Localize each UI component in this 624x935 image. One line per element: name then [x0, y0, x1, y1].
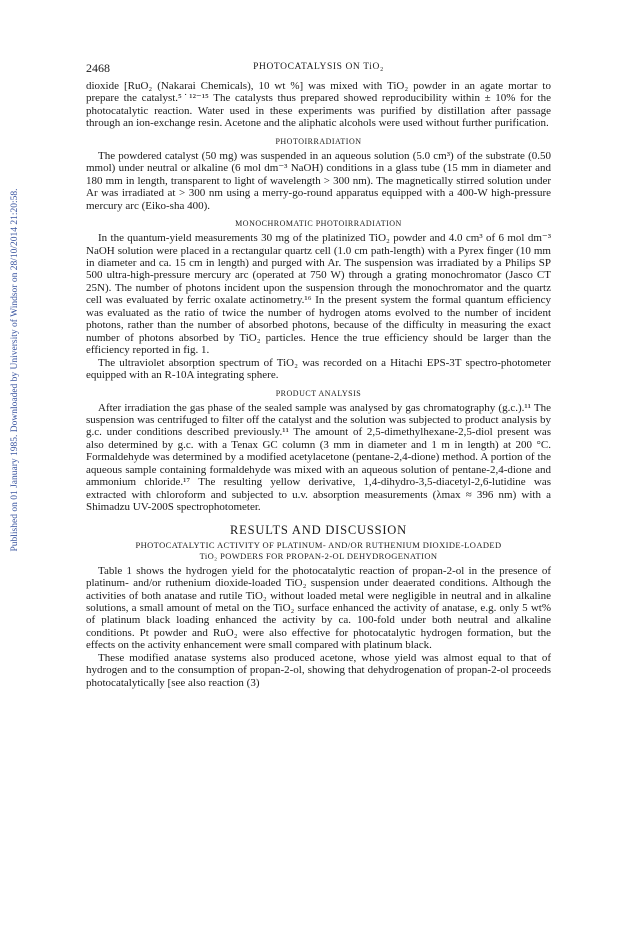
subsection-heading-line1: PHOTOCATALYTIC ACTIVITY OF PLATINUM- AND/OR RUTHENIUM DIOXIDE-LOADED [135, 539, 502, 550]
section-heading-results: RESULTS AND DISCUSSION [230, 522, 407, 537]
download-watermark-text: Published on 01 January 1985. Downloaded by University of Windsor on 28/10/2014 21:20:58. [10, 188, 20, 552]
paragraph-anatase-systems: These modified anatase systems also produced acetone, whose yield was almost equal to that of hydrogen and to the consumption of propan-2-ol, showing that dehydrogenation of propan-2-ol proceeds photocatalytically [see also reaction (3) [86, 651, 551, 689]
paragraph-quantum-yield: In the quantum-yield measurements 30 mg of the platinized TiO₂ powder and 4.0 cm³ of 6 mol dm⁻³ NaOH solution were placed in a rectangular quartz cell (1.0 cm path-length) with a Pyrex finger (10 mm in diameter and ca. 15 cm in length) and purged with Ar. The suspension was irradiated by a Philips SP 500 ultra-high-pressure mercury arc (operated at 750 W) through a grating monochromator (Jasco CT 25N). The number of photons incident upon the suspension through the monochromator and the quartz cell was evaluated by ferric oxalate actinometry.¹⁶ In the present system the formal quantum efficiency was evaluated as the ratio of twice the number of hydrogen atoms evolved to the number of incident photons, rather than the number of absorbed photons, because of the difficulty in measuring the exact number of photons absorbed by TiO₂ particles. Hence the true efficiency should be larger than the efficiency reported in fig. 1. [86, 232, 551, 357]
article-body [86, 80, 551, 689]
section-heading-photoirradiation: PHOTOIRRADIATION [275, 136, 362, 146]
page-number: 2468 [86, 61, 110, 75]
subsection-heading-line2: TiO₂ POWDERS FOR PROPAN-2-OL DEHYDROGENATION [199, 550, 438, 561]
paragraph-uv-spectrum: The ultraviolet absorption spectrum of TiO₂ was recorded on a Hitachi EPS-3T spectro-photometer equipped with an R-10A integrating sphere. [86, 356, 551, 382]
paragraph-product-analysis: After irradiation the gas phase of the sealed sample was analysed by gas chromatography (g.c.).¹¹ The suspension was centrifuged to filter off the catalyst and the solution was subjected to product analysis by g.c. under conditions described previously.¹¹ The amount of 2,5-dimethylhexane-2,5-diol present was also determined by g.c. with a Tenax GC column (3 mm in diameter and 1 m in length) at 200 °C. Formaldehyde was determined by a modified acetylacetone (pentane-2,4-dione) method. A portion of the aqueous sample containing formaldehyde was mixed with an aqueous solution of pentane-2,4-dione and ammonium chloride.¹⁷ The resulting yellow derivative, 1,4-dihydro-3,5-diacetyl-2,6-lutidine was extracted with chloroform and subjected to u.v. absorption measurements (λmax ≈ 396 nm) with a Shimadzu UV-200S spectrophotometer. [86, 401, 551, 514]
download-watermark [0, 150, 30, 590]
subsection-heading [86, 540, 551, 562]
paragraph-table1-discussion: Table 1 shows the hydrogen yield for the photocatalytic reaction of propan-2-ol in the presence of platinum- and/or ruthenium dioxide-loaded TiO₂ suspension under deaerated conditions. Although the activities of both anatase and rutile TiO₂ without loaded metal were negligible in neutral and in alkaline solutions, a small amount of metal on the TiO₂ surface enhanced the activity of anatase, e.g. only 5 wt% of platinum black loading enhanced the activity by ca. 100-fold under both neutral and alkaline conditions. Pt powder and RuO₂ were also effective for photocatalytic hydrogen formation, but the effects on the activity enhancement were small compared with platinum black. [86, 564, 551, 652]
running-title: PHOTOCATALYSIS ON TiO₂ [253, 62, 384, 72]
paragraph-photoirradiation: The powdered catalyst (50 mg) was suspended in an aqueous solution (5.0 cm³) of the substrate (0.50 mmol) under neutral or alkaline (6 mol dm⁻³ NaOH) conditions in a glass tube (15 mm in diameter and 180 mm in length, transparent to light of wavelength > 300 nm). The magnetically stirred solution under Ar was irradiated at > 300 nm using a merry-go-round apparatus equipped with a 400-W high-pressure mercury arc (Eiko-sha 400). [86, 149, 551, 212]
section-heading-product-analysis: PRODUCT ANALYSIS [275, 388, 362, 398]
section-heading-monochromatic: MONOCHROMATIC PHOTOIRRADIATION [235, 219, 402, 229]
paragraph-catalyst-prep: dioxide [RuO₂ (Nakarai Chemicals), 10 wt %] was mixed with TiO₂ powder in an agate mortar to prepare the catalyst.⁵˙¹²⁻¹⁵ The catalysts thus prepared showed reproducibility within ± 10% for the photocatalytic reaction. Water used in these experiments was purified by distillation after passage through an ion-exchange resin. Acetone and the aliphatic alcohols were used without further purification. [86, 80, 551, 130]
page-header [86, 61, 551, 77]
